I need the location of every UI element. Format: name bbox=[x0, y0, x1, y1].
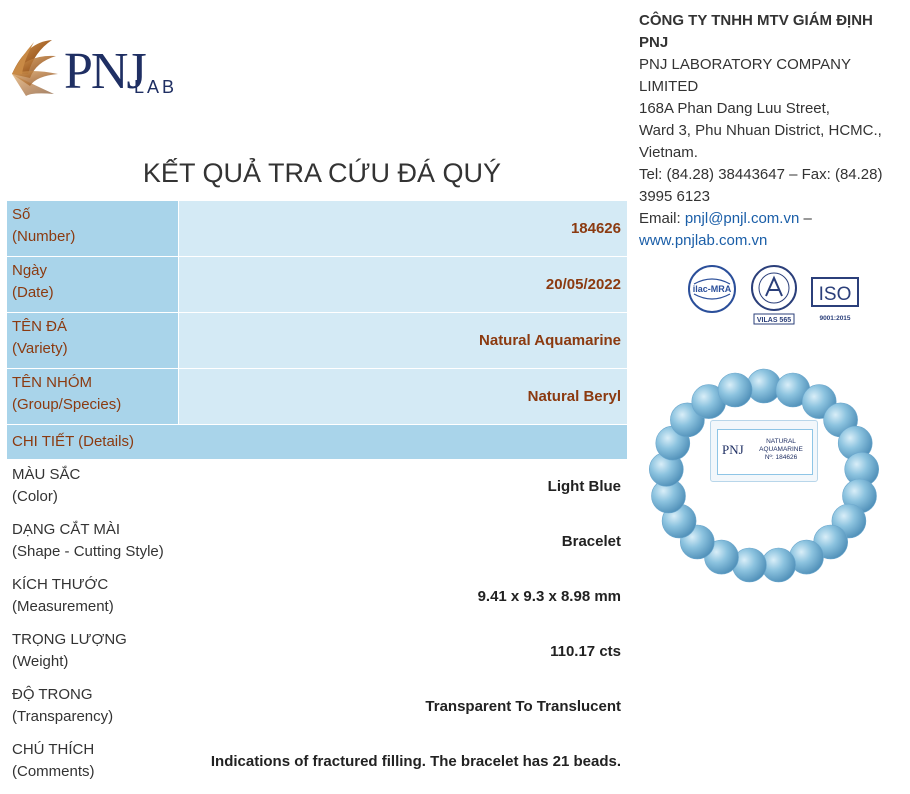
row-label bbox=[7, 734, 193, 789]
label-en: (Color) bbox=[12, 488, 58, 505]
row-label bbox=[7, 569, 267, 624]
label-vi: CHÚ THÍCH bbox=[12, 741, 95, 758]
transparency-value: Transparent To Translucent bbox=[425, 698, 621, 715]
label-vi: Ngày bbox=[12, 262, 48, 279]
details-header-label: CHI TIẾT (Details) bbox=[12, 433, 134, 450]
page-title: KẾT QUẢ TRA CỨU ĐÁ QUÝ bbox=[142, 158, 502, 188]
label-en: (Transparency) bbox=[12, 708, 114, 725]
table-row-number bbox=[7, 201, 627, 257]
row-label bbox=[7, 514, 267, 569]
label-en: (Number) bbox=[12, 228, 76, 245]
label-vi: TRỌNG LƯỢNG bbox=[12, 631, 127, 648]
row-label bbox=[7, 459, 267, 514]
color-value: Light Blue bbox=[547, 478, 621, 495]
label-en: (Weight) bbox=[12, 653, 69, 670]
ilac-mra-badge-icon bbox=[686, 264, 738, 314]
row-label bbox=[7, 313, 179, 368]
label-en: (Variety) bbox=[12, 340, 68, 357]
table-row-color bbox=[7, 459, 627, 514]
company-name-vi: CÔNG TY TNHH MTV GIÁM ĐỊNH PNJ bbox=[639, 12, 873, 51]
table-row-weight bbox=[7, 624, 627, 679]
details-header bbox=[7, 425, 627, 459]
company-name-en: PNJ LABORATORY COMPANY LIMITED bbox=[639, 56, 851, 95]
date-value: 20/05/2022 bbox=[179, 257, 627, 312]
shape-value: Bracelet bbox=[561, 533, 621, 550]
table-row-transparency bbox=[7, 679, 627, 734]
bracelet-photo bbox=[640, 360, 905, 600]
tag-line2: AQUAMARINE bbox=[759, 446, 803, 453]
label-en: (Group/Species) bbox=[12, 396, 122, 413]
measurement-value: 9.41 x 9.3 x 8.98 mm bbox=[477, 588, 621, 605]
ilac-text: ilac-MRA bbox=[692, 284, 732, 294]
label-vi: TÊN NHÓM bbox=[12, 374, 92, 391]
table-row-shape bbox=[7, 514, 627, 569]
bead bbox=[718, 373, 752, 407]
tag-line1: NATURAL bbox=[766, 438, 796, 445]
label-vi: Số bbox=[12, 206, 31, 223]
row-label bbox=[7, 201, 179, 256]
table-row-measurement bbox=[7, 569, 627, 624]
row-label bbox=[7, 679, 267, 734]
group-value: Natural Beryl bbox=[179, 369, 627, 424]
row-label bbox=[7, 257, 179, 312]
vilas-badge-icon bbox=[748, 264, 800, 326]
label-vi: TÊN ĐÁ bbox=[12, 318, 68, 335]
certification-badges bbox=[686, 264, 866, 328]
email-link[interactable]: pnjl@pnjl.com.vn bbox=[684, 210, 800, 227]
label-en: (Comments) bbox=[12, 763, 95, 780]
company-address-line2: Ward 3, Phu Nhuan District, HCMC., Vietnam. bbox=[639, 122, 882, 161]
bead bbox=[747, 369, 781, 403]
tag-logo: PNJ bbox=[722, 442, 744, 457]
company-address-line1: 168A Phan Dang Luu Street, bbox=[639, 100, 830, 117]
company-info bbox=[639, 10, 904, 252]
company-email-line bbox=[639, 208, 904, 230]
website-link[interactable]: www.pnjlab.com.vn bbox=[639, 232, 768, 249]
label-en: (Date) bbox=[12, 284, 54, 301]
weight-value: 110.17 cts bbox=[550, 643, 621, 660]
label-vi: ĐỘ TRONG bbox=[12, 686, 93, 703]
logo-suffix-text: LAB bbox=[134, 77, 178, 97]
email-label: Email: bbox=[639, 210, 685, 227]
comments-value: Indications of fractured filling. The bracelet has 21 beads. bbox=[210, 753, 621, 770]
results-table bbox=[7, 201, 627, 789]
label-en: (Measurement) bbox=[12, 598, 114, 615]
company-phone: Tel: (84.28) 38443647 – Fax: (84.28) 3995 6123 bbox=[639, 166, 883, 205]
variety-value: Natural Aquamarine bbox=[179, 313, 627, 368]
tag-line3: Nº: 184626 bbox=[764, 454, 798, 461]
certificate-tag bbox=[710, 420, 818, 482]
row-label bbox=[7, 369, 179, 424]
label-en: (Shape - Cutting Style) bbox=[12, 543, 164, 560]
iso-caption: 9001:2015 bbox=[819, 315, 851, 322]
iso-text: ISO bbox=[818, 284, 852, 305]
table-row-comments bbox=[7, 734, 627, 789]
table-row-group bbox=[7, 369, 627, 425]
vilas-text: VILAS 565 bbox=[756, 317, 792, 324]
iso-badge-icon bbox=[810, 276, 862, 324]
label-vi: DẠNG CẮT MÀI bbox=[12, 521, 121, 538]
logo-shell-icon bbox=[6, 12, 66, 112]
row-label bbox=[7, 624, 267, 679]
table-row-date bbox=[7, 257, 627, 313]
label-vi: MÀU SẮC bbox=[12, 466, 81, 483]
number-value: 184626 bbox=[179, 201, 627, 256]
logo-brand-text: PNJ bbox=[64, 43, 145, 100]
pnj-lab-logo bbox=[6, 12, 184, 138]
email-separator: – bbox=[799, 210, 812, 227]
label-vi: KÍCH THƯỚC bbox=[12, 576, 109, 593]
table-row-variety bbox=[7, 313, 627, 369]
